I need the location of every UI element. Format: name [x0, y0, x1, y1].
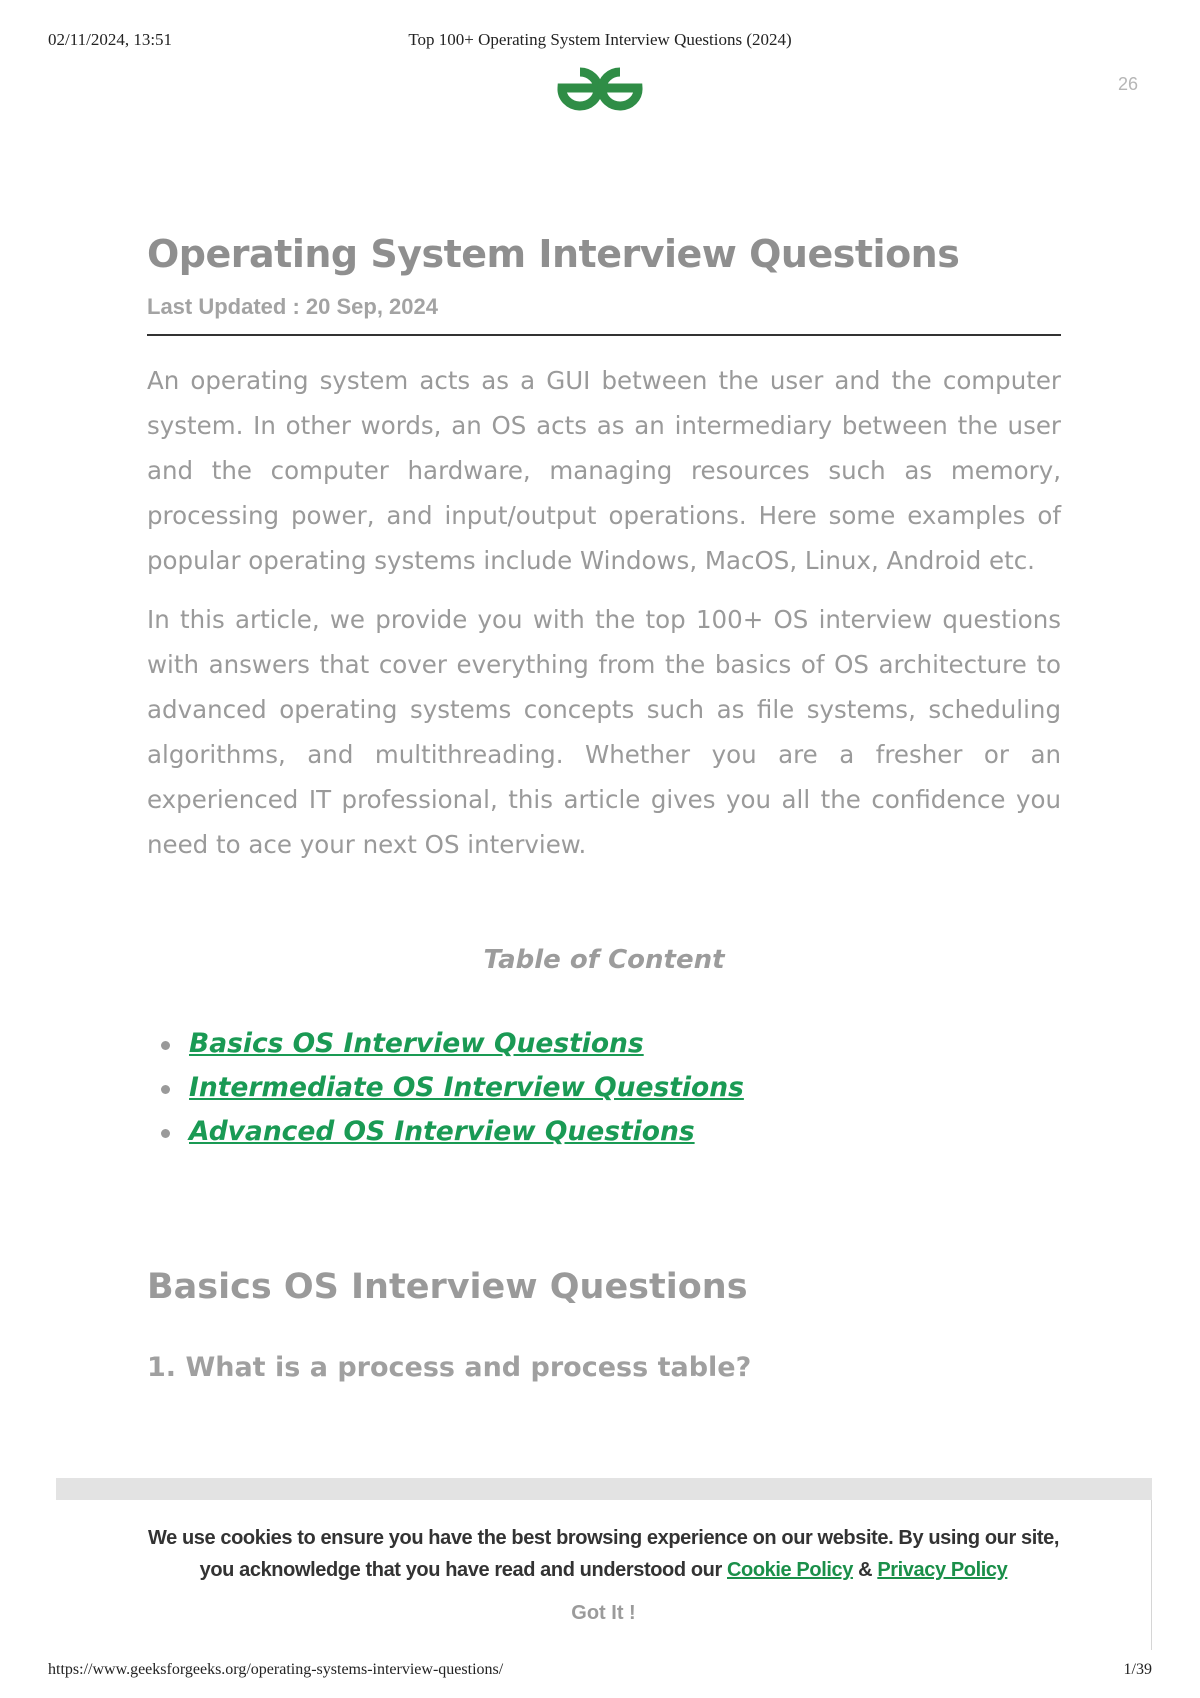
cookie-policy-link[interactable]: Cookie Policy [727, 1559, 853, 1581]
page-title: Operating System Interview Questions [147, 232, 960, 276]
toc-link-basics[interactable]: Basics OS Interview Questions [189, 1028, 644, 1059]
privacy-policy-link[interactable]: Privacy Policy [877, 1559, 1008, 1581]
bullet-icon [161, 1085, 170, 1094]
bullet-icon [161, 1041, 170, 1050]
article-summary-paragraph: In this article, we provide you with the top 100+ OS interview questions with answers that cover everything from the basics of OS architecture to advanced operating systems concepts such as file systems, scheduling algorithms, and multithreading. Whether you are a fresher or an experienced IT professional, this article gives you all the confidence you need to ace your next OS interview. [147, 605, 1061, 859]
page-counter: 26 [1117, 74, 1138, 94]
cookie-message [134, 1522, 1074, 1586]
ampersand: & [852, 1559, 878, 1581]
article [147, 232, 1061, 1383]
print-footer [48, 1661, 1152, 1685]
toc-title: Table of Content [483, 945, 725, 975]
divider [147, 334, 1061, 336]
print-header [48, 26, 1152, 56]
print-page-number: 1/39 [1123, 1661, 1152, 1678]
print-url: https://www.geeksforgeeks.org/operating-systems-interview-questions/ [48, 1661, 504, 1678]
cookie-banner [56, 1500, 1152, 1650]
toc-item [189, 1029, 1061, 1059]
bullet-icon [161, 1129, 170, 1138]
print-doc-title: Top 100+ Operating System Interview Questions (2024) [408, 30, 792, 49]
last-updated: Last Updated : 20 Sep, 2024 [147, 294, 438, 319]
question-heading: 1. What is a process and process table? [147, 1352, 752, 1383]
toc-link-advanced[interactable]: Advanced OS Interview Questions [189, 1116, 695, 1147]
toc-item [189, 1073, 1061, 1103]
geeksforgeeks-logo-icon[interactable] [552, 64, 648, 120]
toc-item [189, 1117, 1061, 1147]
intro-paragraph: An operating system acts as a GUI between the user and the computer system. In other words, an OS acts as an intermediary between the user and the computer hardware, managing resources such as memory, processing power, and input/output operations. Here some examples of popular operating systems include Windows, MacOS, Linux, Android etc. [147, 366, 1061, 575]
toc-link-intermediate[interactable]: Intermediate OS Interview Questions [189, 1072, 744, 1103]
print-datetime: 02/11/2024, 13:51 [48, 30, 173, 49]
table-of-contents [147, 1029, 1061, 1147]
cookie-text: We use cookies to ensure you have the best browsing experience on our website. By using our site, you acknowledge that you have read and understood our [147, 1527, 1060, 1581]
section-heading: Basics OS Interview Questions [147, 1267, 748, 1307]
content-block-top [56, 1478, 1152, 1500]
got-it-button[interactable]: Got It ! [561, 1598, 645, 1629]
